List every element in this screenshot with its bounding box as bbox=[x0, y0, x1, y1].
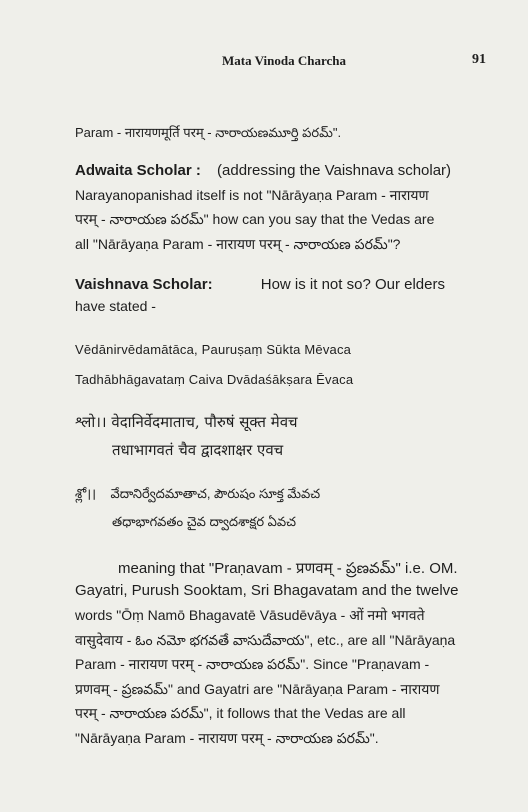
text-line-16: words "Ōṃ Namō Bhagavatē Vāsudēvāya - ओं नमो भगवते bbox=[75, 607, 425, 623]
text-line-1: Param - नारायणमूर्ति परम् - నారాయణమూర్తి పరమ్". bbox=[75, 125, 342, 140]
telugu-verse-line-1: శ్లో।। వేదానిర్వేదమాతాచ, పౌరుషం సూక్త మేవచ bbox=[75, 486, 321, 501]
text-line-18: Param - नारायण परम् - నారాయణ పరమ్". Since "Praṇavam - bbox=[75, 656, 430, 672]
devanagari-verse-line-2: तधाभागवतं चैव द्वादशाक्षर एवच bbox=[112, 441, 284, 459]
text-line-17: वासुदेवाय - ఓం నమో భగవతే వాసుదేవాయ", etc., are all "Nārāyaṇa bbox=[75, 632, 456, 648]
running-header-title: Mata Vinoda Charcha bbox=[222, 53, 346, 68]
text-line-5: all "Nārāyaṇa Param - नारायण परम् - నారాయణ పరమ్"? bbox=[75, 236, 401, 252]
devanagari-verse-line-1: श्लो।। वेदानिर्वेदमाताच, पौरुषं सूक्त मेवच bbox=[75, 413, 298, 431]
speaker-label-vaishnava: Vaishnava Scholar: bbox=[75, 276, 213, 293]
speaker-text: How is it not so? Our elders bbox=[260, 276, 445, 293]
speaker-line-vaishnava bbox=[75, 276, 445, 293]
text-line-15: Gayatri, Purush Sooktam, Sri Bhagavatam and the twelve bbox=[75, 582, 459, 599]
transliteration-line-2: Tadhābhāgavataṃ Caiva Dvādaśākṣara Ēvaca bbox=[75, 372, 354, 387]
text-line-21: "Nārāyaṇa Param - नारायण परम् - నారాయణ పరమ్". bbox=[75, 730, 379, 746]
speaker-label-adwaita: Adwaita Scholar : bbox=[75, 162, 201, 179]
page-number: 91 bbox=[472, 52, 486, 67]
text-line-19: प्रणवम् - ప్రణవమ్" and Gayatri are "Nārāyaṇa Param - नारायण bbox=[75, 681, 440, 697]
text-line-20: परम् - నారాయణ పరమ్", it follows that the Vedas are all bbox=[75, 705, 406, 721]
speaker-text: (addressing the Vaishnava scholar) bbox=[217, 162, 452, 179]
text-line-3: Narayanopanishad itself is not "Nārāyaṇa Param - नारायण bbox=[75, 187, 429, 203]
text-line-7: have stated - bbox=[75, 298, 156, 314]
transliteration-line-1: Vēdānirvēdamātāca, Pauruṣaṃ Sūkta Mēvaca bbox=[75, 342, 352, 357]
text-line-14: meaning that "Praṇavam - प्रणवम् - ప్రణవమ్" i.e. OM. bbox=[118, 560, 458, 577]
speaker-line-adwaita bbox=[75, 162, 451, 179]
text-line-4: परम् - నారాయణ పరమ్" how can you say that the Vedas are bbox=[75, 211, 435, 227]
telugu-verse-line-2: తధాభాగవతం చైవ ద్వాదశాక్షర ఏవచ bbox=[112, 514, 297, 529]
